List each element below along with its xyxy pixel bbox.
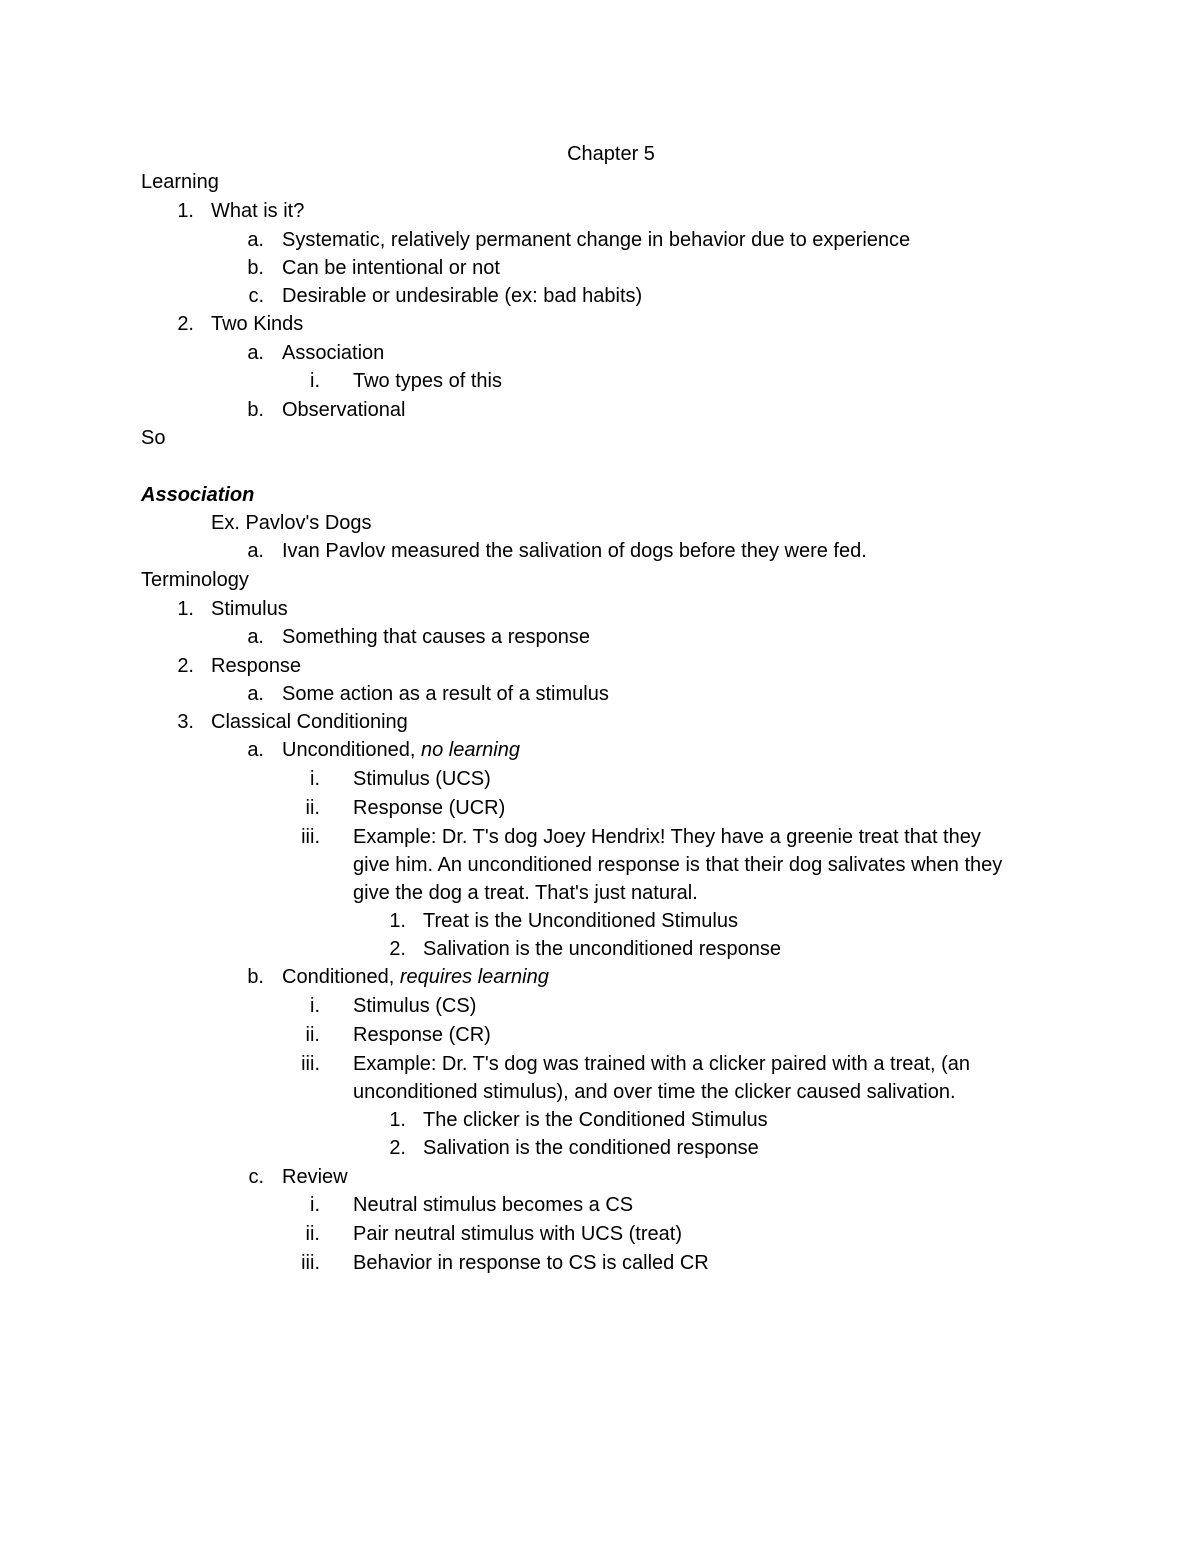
list-item-text: Review <box>282 1166 348 1188</box>
list-marker: a. <box>247 229 264 251</box>
list-item-text: Salivation is the conditioned response <box>423 1137 759 1159</box>
list-marker: a. <box>247 739 264 761</box>
list-marker: ii. <box>305 797 320 819</box>
heading-text: Association <box>141 484 255 506</box>
list-marker: i. <box>310 768 320 790</box>
list-marker: 2. <box>177 655 194 677</box>
list-marker: 2. <box>177 313 194 335</box>
list-marker: b. <box>247 257 264 279</box>
list-item-text: Example: Dr. T's dog Joey Hendrix! They have a greenie treat that they <box>353 826 981 848</box>
list-item-text: Salivation is the unconditioned response <box>423 938 782 960</box>
list-item-text: Example: Dr. T's dog was trained with a clicker paired with a treat, (an <box>353 1053 971 1075</box>
list-item-text <box>282 736 520 764</box>
paragraph-text: So <box>141 427 166 449</box>
list-marker: iii. <box>301 1252 320 1274</box>
list-marker: i. <box>310 995 320 1017</box>
list-item-text: Ivan Pavlov measured the salivation of dogs before they were fed. <box>282 540 867 562</box>
paragraph-text: Ex. Pavlov's Dogs <box>211 512 372 534</box>
heading-text: Terminology <box>141 569 249 591</box>
list-item-text: give him. An unconditioned response is that their dog salivates when they <box>353 854 1003 876</box>
list-item-text: Two types of this <box>353 370 502 392</box>
list-item-text: What is it? <box>211 200 305 222</box>
list-marker: ii. <box>305 1223 320 1245</box>
list-marker: 1. <box>177 598 194 620</box>
page-title: Chapter 5 <box>567 143 655 165</box>
list-marker: a. <box>247 540 264 562</box>
list-item-text: Response <box>211 655 302 677</box>
list-item-text: Desirable or undesirable (ex: bad habits) <box>282 285 643 307</box>
item-label: Unconditioned, <box>282 739 421 761</box>
list-marker: b. <box>247 966 264 988</box>
list-item-text: Neutral stimulus becomes a CS <box>353 1194 634 1216</box>
list-marker: 1. <box>389 1109 406 1131</box>
list-marker: a. <box>247 683 264 705</box>
item-emphasis: no learning <box>420 739 520 761</box>
list-item-text: Stimulus (UCS) <box>353 768 491 790</box>
list-marker: i. <box>310 1194 320 1216</box>
list-item-text: Something that causes a response <box>282 626 590 648</box>
list-item-text: Systematic, relatively permanent change in behavior due to experience <box>282 229 911 251</box>
list-marker: b. <box>247 399 264 421</box>
list-marker: 1. <box>389 910 406 932</box>
item-label: Conditioned, <box>282 966 400 988</box>
list-item-text: Behavior in response to CS is called CR <box>353 1252 709 1274</box>
list-marker: 2. <box>389 1137 406 1159</box>
list-item-text: Association <box>282 342 385 364</box>
list-item-text: unconditioned stimulus), and over time the clicker caused salivation. <box>353 1081 956 1103</box>
list-item-text: Can be intentional or not <box>282 257 500 279</box>
list-item-text: give the dog a treat. That's just natural. <box>353 882 698 904</box>
list-marker: c. <box>248 285 264 307</box>
list-item-text: Stimulus (CS) <box>353 995 477 1017</box>
list-marker: 1. <box>177 200 194 222</box>
list-marker: iii. <box>301 1053 320 1075</box>
list-marker: a. <box>247 626 264 648</box>
list-item-text: Response (UCR) <box>353 797 506 819</box>
list-item-text: Pair neutral stimulus with UCS (treat) <box>353 1223 682 1245</box>
list-marker: iii. <box>301 826 320 848</box>
list-item-text: Stimulus <box>211 598 288 620</box>
list-marker: ii. <box>305 1024 320 1046</box>
list-item-text: Response (CR) <box>353 1024 491 1046</box>
list-item-text: Two Kinds <box>211 313 304 335</box>
item-emphasis: requires learning <box>399 966 549 988</box>
list-marker: c. <box>248 1166 264 1188</box>
list-marker: 2. <box>389 938 406 960</box>
list-item-text: Treat is the Unconditioned Stimulus <box>423 910 738 932</box>
list-item-text <box>282 963 549 991</box>
list-marker: i. <box>310 370 320 392</box>
list-item-text: Some action as a result of a stimulus <box>282 683 609 705</box>
list-marker: a. <box>247 342 264 364</box>
list-item-text: Observational <box>282 399 406 421</box>
list-marker: 3. <box>177 711 194 733</box>
list-item-text: Classical Conditioning <box>211 711 408 733</box>
heading-text: Learning <box>141 171 219 193</box>
list-item-text: The clicker is the Conditioned Stimulus <box>423 1109 768 1131</box>
